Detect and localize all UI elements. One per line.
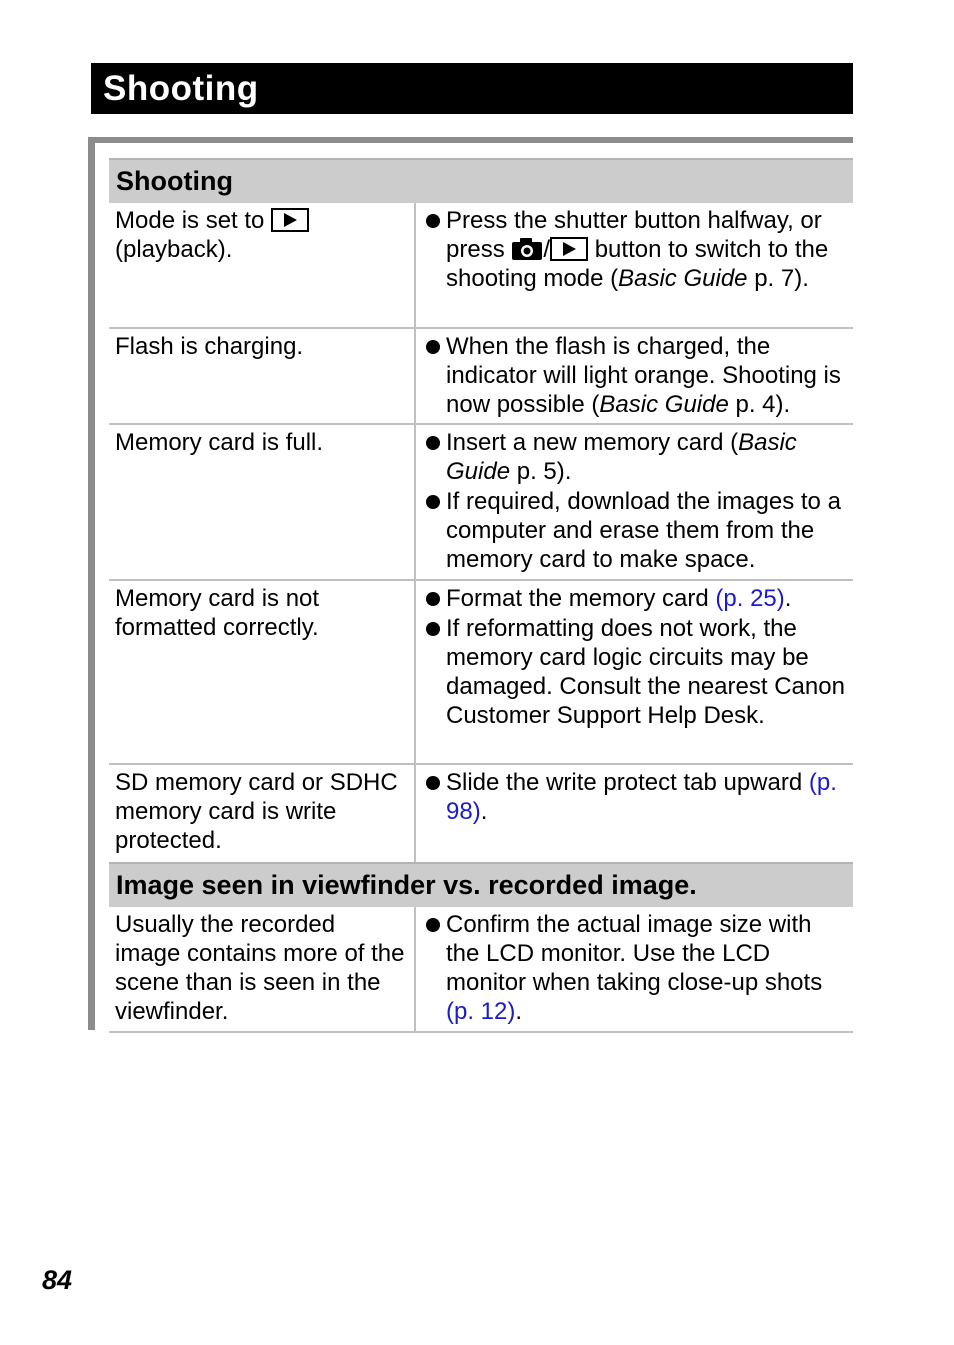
table-row (109, 203, 853, 329)
list-item: When the flash is charged, the indicator will light orange. Shooting is now possible (Basic Guide p. 4). (424, 332, 845, 419)
playback-icon (271, 208, 309, 232)
bullet-icon (424, 487, 446, 574)
page-number: 84 (42, 1265, 73, 1295)
page-link[interactable]: (p. 12) (446, 998, 516, 1025)
problem-cell: Mode is set to (playback). (109, 203, 416, 327)
section-title: Shooting (116, 166, 233, 196)
solution-cell (416, 203, 853, 327)
problem-cell: Memory card is not formatted correctly. (109, 581, 416, 763)
bullet-icon (424, 768, 446, 826)
table-row (109, 329, 853, 425)
problem-cell: Flash is charging. (109, 329, 416, 423)
solution-cell (416, 329, 853, 423)
page-link[interactable]: (p. 98) (446, 769, 837, 825)
bullet-icon (424, 332, 446, 419)
troubleshooting-table (109, 158, 853, 1033)
table-row (109, 907, 853, 1033)
bullet-icon (424, 614, 446, 730)
list-item: Confirm the actual image size with the LCD monitor. Use the LCD monitor when taking close-up shots (p. 12). (424, 910, 845, 1026)
bullet-icon (424, 910, 446, 1026)
playback-icon (550, 237, 588, 261)
problem-cell: SD memory card or SDHC memory card is write protected. (109, 765, 416, 862)
problem-cell: Usually the recorded image contains more of the scene than is seen in the viewfinder. (109, 907, 416, 1031)
solution-cell (416, 425, 853, 579)
table-row (109, 425, 853, 581)
list-item: Format the memory card (p. 25). (424, 584, 845, 613)
bullet-icon (424, 584, 446, 613)
list-item: If reformatting does not work, the memory card logic circuits may be damaged. Consult the nearest Canon Customer Support Help Desk. (424, 614, 845, 730)
solution-cell (416, 765, 853, 862)
table-row (109, 765, 853, 862)
section-header-viewfinder (109, 862, 853, 907)
problem-cell: Memory card is full. (109, 425, 416, 579)
list-item: Slide the write protect tab upward (p. 98). (424, 768, 845, 826)
camera-icon (511, 237, 543, 261)
section-title: Image seen in viewfinder vs. recorded image. (116, 870, 697, 900)
solution-cell (416, 907, 853, 1031)
page-title: Shooting (103, 69, 259, 108)
section-header-shooting (109, 158, 853, 203)
frame-left-border (88, 137, 95, 1030)
page-title-bar (91, 63, 853, 114)
solution-cell (416, 581, 853, 763)
bullet-icon (424, 206, 446, 293)
table-row (109, 581, 853, 765)
list-item: Insert a new memory card (Basic Guide p. 5). (424, 428, 845, 486)
list-item: Press the shutter button halfway, or press / button to switch to the shooting mode (Basic Guide p. 7). (424, 206, 845, 293)
list-item: If required, download the images to a computer and erase them from the memory card to make space. (424, 487, 845, 574)
bullet-icon (424, 428, 446, 486)
page-link[interactable]: (p. 25) (715, 585, 785, 612)
frame-top-border (88, 137, 853, 143)
